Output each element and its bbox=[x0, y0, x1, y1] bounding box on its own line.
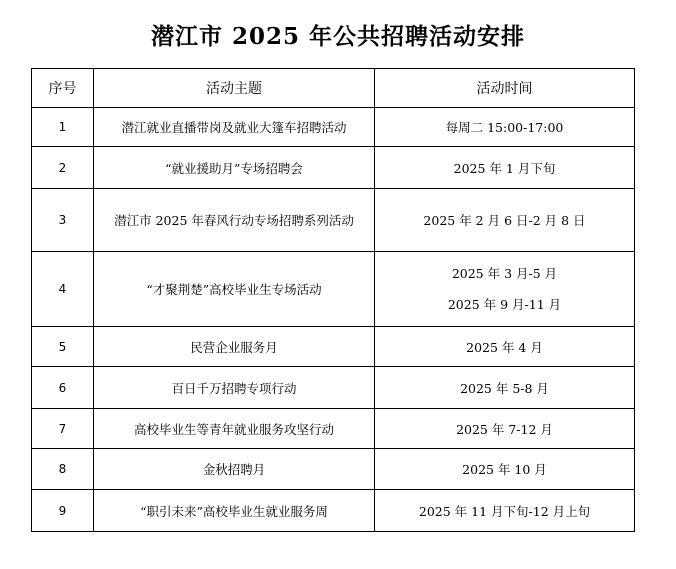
row-time: 2025 年 2 月 6 日-2 月 8 日 bbox=[375, 189, 635, 252]
table-row bbox=[32, 147, 635, 189]
row-time: 2025 年 5-8 月 bbox=[375, 367, 635, 409]
row-index: 4 bbox=[32, 252, 94, 327]
row-time: 2025 年 4 月 bbox=[375, 327, 635, 367]
table-row bbox=[32, 490, 635, 532]
row-theme: “职引未来”高校毕业生就业服务周 bbox=[94, 490, 375, 532]
table-row bbox=[32, 449, 635, 490]
row-index: 3 bbox=[32, 189, 94, 252]
row-time: 2025 年 11 月下旬-12 月上旬 bbox=[375, 490, 635, 532]
row-theme: “就业援助月”专场招聘会 bbox=[94, 147, 375, 189]
row-theme: “才聚荆楚”高校毕业生专场活动 bbox=[94, 252, 375, 327]
table-row bbox=[32, 189, 635, 252]
row-time-line: 2025 年 3 月-5 月 bbox=[451, 266, 558, 281]
header-index: 序号 bbox=[32, 69, 94, 108]
row-theme: 金秋招聘月 bbox=[94, 449, 375, 490]
schedule-table bbox=[31, 68, 635, 532]
row-index: 5 bbox=[32, 327, 94, 367]
table-row bbox=[32, 252, 635, 327]
row-theme: 潜江就业直播带岗及就业大篷车招聘活动 bbox=[94, 108, 375, 147]
row-index: 6 bbox=[32, 367, 94, 409]
row-theme: 民营企业服务月 bbox=[94, 327, 375, 367]
row-theme: 高校毕业生等青年就业服务攻坚行动 bbox=[94, 409, 375, 449]
table-row bbox=[32, 108, 635, 147]
row-index: 9 bbox=[32, 490, 94, 532]
row-time: 2025 年 10 月 bbox=[375, 449, 635, 490]
header-time: 活动时间 bbox=[375, 69, 635, 108]
row-time-line: 2025 年 9 月-11 月 bbox=[447, 297, 562, 312]
row-index: 1 bbox=[32, 108, 94, 147]
row-time: 2025 年 7-12 月 bbox=[375, 409, 635, 449]
header-theme: 活动主题 bbox=[94, 69, 375, 108]
table-row bbox=[32, 367, 635, 409]
table-row bbox=[32, 327, 635, 367]
row-theme: 潜江市 2025 年春风行动专场招聘系列活动 bbox=[94, 189, 375, 252]
row-time bbox=[375, 252, 635, 327]
row-theme: 百日千万招聘专项行动 bbox=[94, 367, 375, 409]
row-index: 7 bbox=[32, 409, 94, 449]
row-time: 2025 年 1 月下旬 bbox=[375, 147, 635, 189]
page-title: 潜江市 2025 年公共招聘活动安排 bbox=[150, 23, 526, 50]
row-index: 8 bbox=[32, 449, 94, 490]
table-header-row bbox=[32, 69, 635, 108]
table-row bbox=[32, 409, 635, 449]
row-index: 2 bbox=[32, 147, 94, 189]
row-time: 每周二 15:00-17:00 bbox=[375, 108, 635, 147]
